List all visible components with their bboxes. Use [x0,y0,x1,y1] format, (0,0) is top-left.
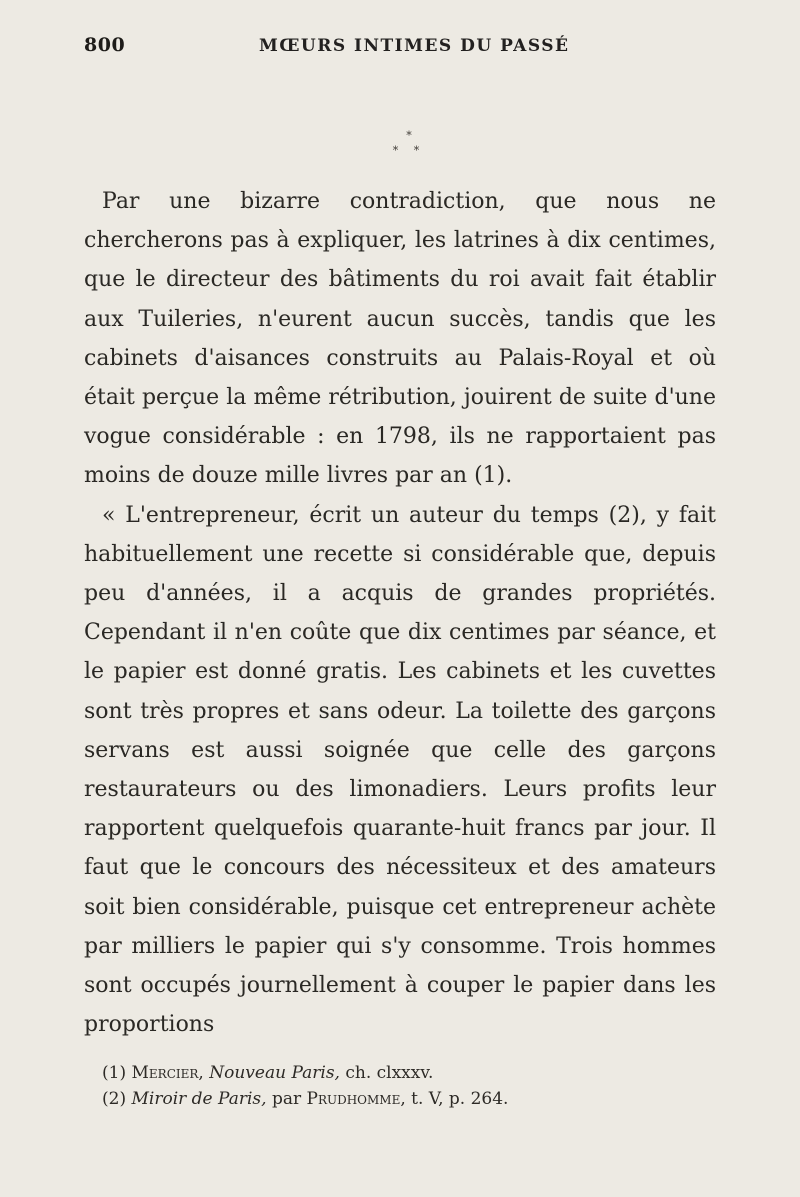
footnote-2-by: par [271,1089,302,1109]
footnote-1-title: Nouveau Paris, [209,1063,340,1083]
page-number: 800 [84,34,126,56]
footnote-2 [102,1086,722,1112]
footnote-2-title: Miroir de Paris, [131,1089,267,1109]
footnote-2-author: Prudhomme, [306,1089,406,1109]
footnote-2-reference: t. V, p. 264. [411,1089,509,1109]
asterism-top: * [406,129,412,142]
page-header [84,34,714,64]
footnotes [102,1060,722,1112]
footnote-1-author: Mercier, [131,1063,204,1083]
running-title: MŒURS INTIMES DU PASSÉ [259,36,570,56]
asterism-separator [0,128,800,158]
asterism-bottom: * * [392,144,426,157]
footnote-1-reference: ch. clxxxv. [345,1063,434,1083]
footnote-1 [102,1060,722,1086]
main-text [84,182,716,1044]
paragraph-2: « L'entrepreneur, écrit un auteur du temps (2), y fait habituellement une recette si considérable que, depuis peu d'années, il a acquis de grandes propriétés. Cependant il n'en coûte que dix centimes par séance, et le papier est donné gratis. Les cabinets et les cuvettes sont très propres et sans odeur. La toilette des garçons servans est aussi soignée que celle des garçons restaurateurs ou des limonadiers. Leurs profits leur rapportent quelquefois quarante-huit francs par jour. Il faut que le concours des nécessiteux et des amateurs soit bien considérable, puisque cet entrepreneur achète par milliers le papier qui s'y consomme. Trois hommes sont occupés journellement à couper le papier dans les proportions [84,502,716,1038]
footnote-1-marker: (1) [102,1063,127,1083]
paragraph-1: Par une bizarre contradiction, que nous ne chercherons pas à expliquer, les latrines à dix centimes, que le directeur des bâtiments du roi avait fait établir aux Tuileries, n'eurent aucun succès, tandis que les cabinets d'aisances construits au Palais-Royal et où était perçue la même rétribution, jouirent de suite d'une vogue considérable : en 1798, ils ne rapportaient pas moins de douze mille livres par an (1). [84,189,716,489]
footnote-2-marker: (2) [102,1089,127,1109]
